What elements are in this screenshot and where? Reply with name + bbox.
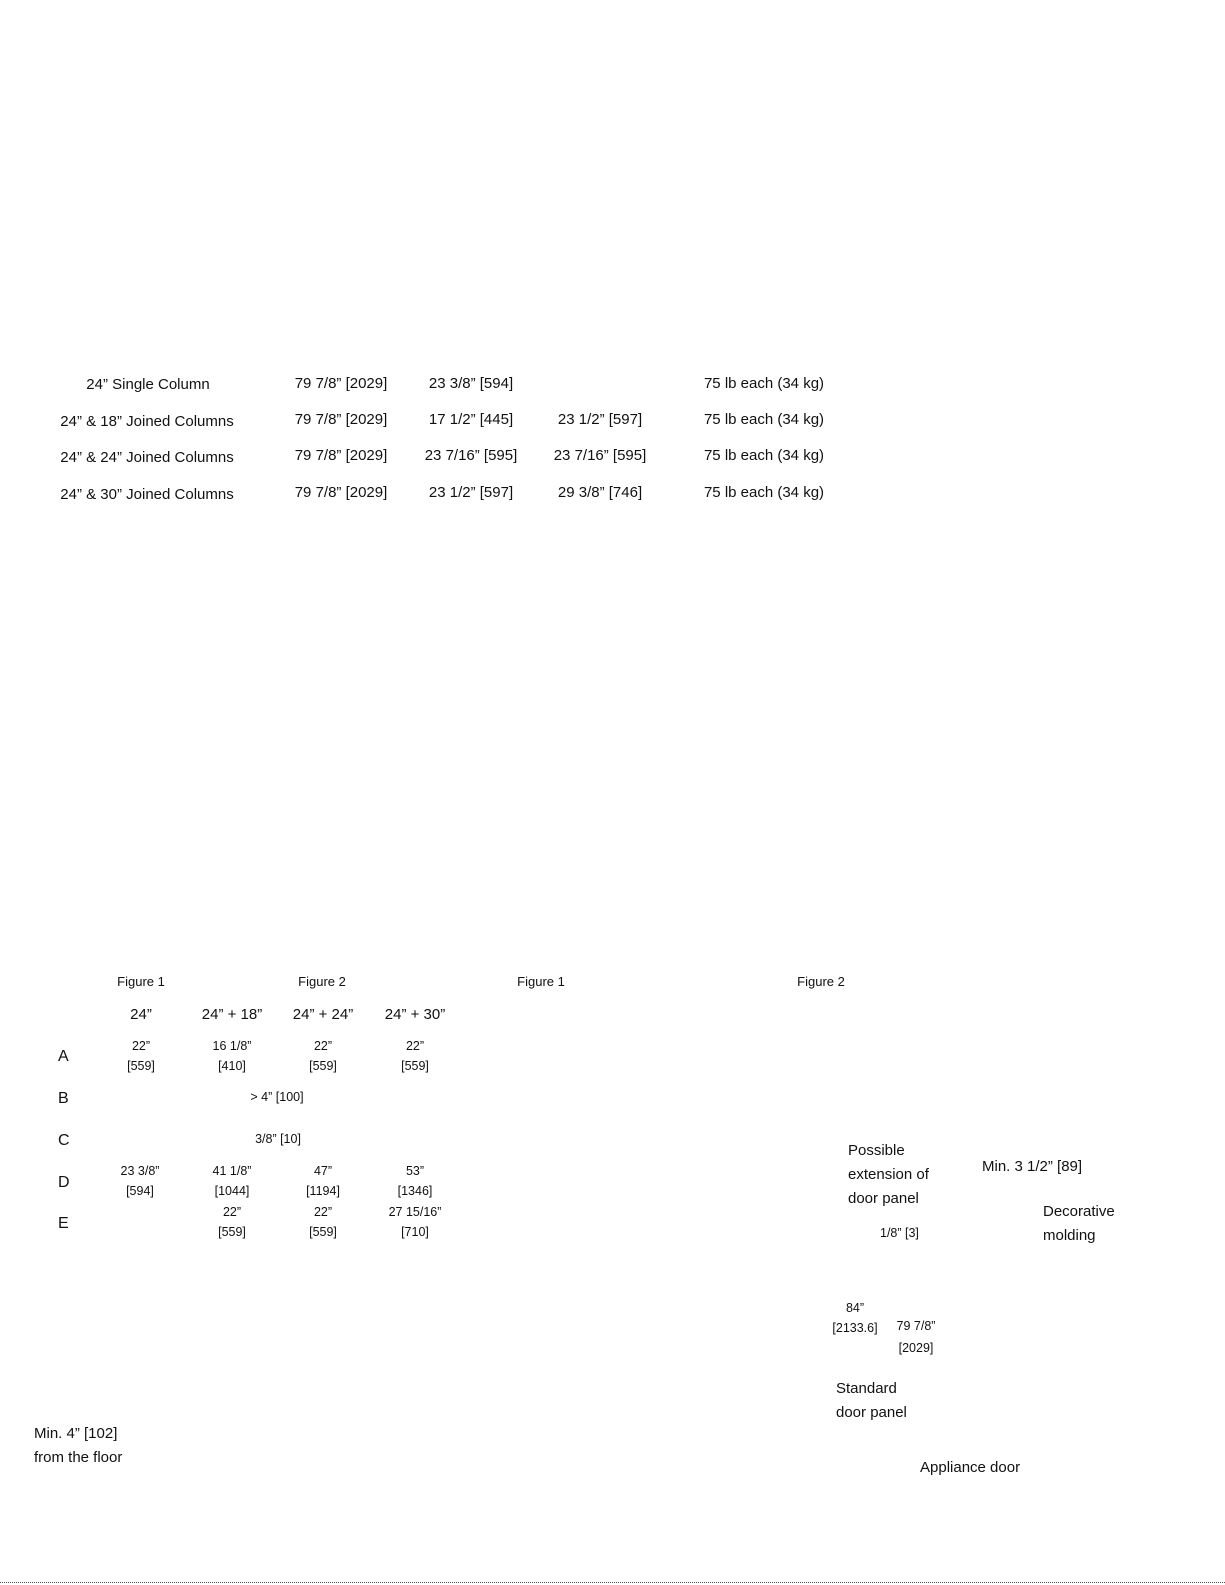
dim-value-metric: [559] (309, 1225, 337, 1239)
dim-cell (121, 1161, 160, 1201)
dim-row-label: B (58, 1090, 69, 1107)
decorative-molding-label (1043, 1200, 1115, 1248)
figure-label: Figure 2 (797, 974, 845, 989)
dim-value-metric: [559] (401, 1059, 429, 1073)
spec-width1-cell: 17 1/2” [445] (428, 411, 514, 428)
min-floor-line: Min. 4” [102] (34, 1425, 118, 1442)
label-line: 79 7/8” (896, 1319, 936, 1333)
label-line: molding (1043, 1227, 1096, 1244)
figure-label: Figure 2 (298, 974, 346, 989)
spec-height-cell: 79 7/8” [2029] (294, 447, 388, 464)
dim-row-label: A (58, 1048, 69, 1065)
dim-cell (309, 1202, 337, 1242)
spec-config-cell: 24” Single Column (86, 376, 210, 393)
dim-cell (306, 1161, 340, 1201)
gap-label: 1/8” [3] (880, 1226, 919, 1240)
spec-weight-cell: 75 lb each (34 kg) (703, 411, 825, 428)
dim-value-metric: [410] (218, 1059, 246, 1073)
dim-value-metric: [1044] (214, 1184, 250, 1198)
height-84-label (832, 1298, 877, 1338)
possible-extension-label (848, 1139, 929, 1211)
label-line: [2133.6] (832, 1321, 878, 1335)
dim-value-metric: [559] (218, 1225, 246, 1239)
footer-rule (0, 1582, 1225, 1583)
dim-cell (213, 1036, 252, 1076)
dim-value: 16 1/8” (212, 1039, 252, 1053)
dim-header: 24” + 30” (384, 1006, 446, 1023)
min-floor-line: from the floor (34, 1449, 123, 1466)
dim-cell (218, 1202, 246, 1242)
min-gap-label: Min. 3 1/2” [89] (982, 1158, 1083, 1175)
dim-cell-span: 3/8” [10] (255, 1132, 301, 1146)
label-line: [2029] (898, 1341, 934, 1355)
dim-value: 53” (405, 1164, 425, 1178)
spec-height-cell: 79 7/8” [2029] (294, 484, 388, 501)
label-line: door panel (848, 1190, 919, 1207)
dim-cell (127, 1036, 155, 1076)
dim-header: 24” + 18” (201, 1006, 263, 1023)
dim-row-label: E (58, 1215, 69, 1232)
spec-weight-cell: 75 lb each (34 kg) (703, 375, 825, 392)
label-line: door panel (836, 1404, 907, 1421)
spec-width2-cell: 23 7/16” [595] (553, 447, 647, 464)
figure-label: Figure 1 (517, 974, 565, 989)
dim-value: 22” (222, 1205, 242, 1219)
dim-cell (401, 1036, 429, 1076)
dim-header: 24” + 24” (292, 1006, 354, 1023)
height-79-label (897, 1315, 936, 1359)
standard-panel-label (836, 1377, 907, 1425)
dim-value: 22” (313, 1039, 333, 1053)
dim-row-label: C (58, 1132, 70, 1149)
spec-width1-cell: 23 7/16” [595] (424, 447, 518, 464)
label-line: extension of (848, 1166, 929, 1183)
min-floor-note (34, 1422, 122, 1470)
spec-weight-cell: 75 lb each (34 kg) (703, 447, 825, 464)
spec-width2-cell: 29 3/8” [746] (557, 484, 643, 501)
dim-value: 23 3/8” (120, 1164, 160, 1178)
dim-value-metric: [594] (126, 1184, 154, 1198)
appliance-door-label: Appliance door (920, 1459, 1021, 1476)
dim-value-metric: [559] (309, 1059, 337, 1073)
spec-width2-cell: 23 1/2” [597] (557, 411, 643, 428)
dim-value-metric: [1346] (397, 1184, 433, 1198)
spec-config-cell: 24” & 18” Joined Columns (60, 413, 234, 430)
dim-value: 41 1/8” (212, 1164, 252, 1178)
dim-value-metric: [1194] (306, 1184, 340, 1198)
dim-header: 24” (130, 1006, 152, 1023)
dim-value: 27 15/16” (388, 1205, 442, 1219)
label-line: Standard (836, 1380, 897, 1397)
figure-label: Figure 1 (117, 974, 165, 989)
dim-cell (389, 1202, 442, 1242)
dim-value-metric: [710] (401, 1225, 429, 1239)
spec-height-cell: 79 7/8” [2029] (294, 375, 388, 392)
spec-width1-cell: 23 3/8” [594] (428, 375, 514, 392)
dim-row-label: D (58, 1174, 70, 1191)
dim-value: 22” (131, 1039, 151, 1053)
dim-value-metric: [559] (127, 1059, 155, 1073)
label-line: Decorative (1043, 1203, 1115, 1220)
spec-width1-cell: 23 1/2” [597] (428, 484, 514, 501)
spec-weight-cell: 75 lb each (34 kg) (703, 484, 825, 501)
dim-cell (309, 1036, 337, 1076)
dim-value: 47” (313, 1164, 333, 1178)
spec-config-cell: 24” & 24” Joined Columns (60, 449, 234, 466)
spec-config-cell: 24” & 30” Joined Columns (60, 486, 234, 503)
dim-cell (398, 1161, 433, 1201)
dim-cell-span: > 4” [100] (250, 1090, 304, 1104)
dim-cell (213, 1161, 252, 1201)
label-line: Possible (848, 1142, 905, 1159)
dim-value: 22” (313, 1205, 333, 1219)
dim-value: 22” (405, 1039, 425, 1053)
label-line: 84” (845, 1301, 865, 1315)
spec-height-cell: 79 7/8” [2029] (294, 411, 388, 428)
